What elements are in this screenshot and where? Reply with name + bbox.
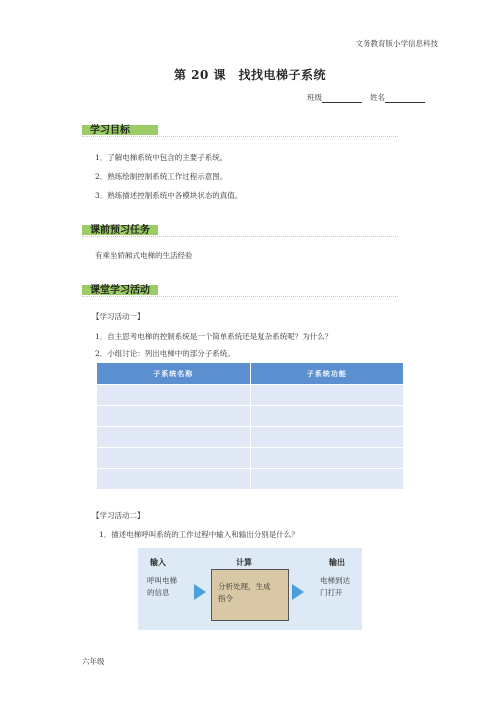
table-cell[interactable]: [250, 469, 404, 490]
section-heading: 学习目标: [90, 125, 130, 136]
section-divider: [82, 236, 398, 237]
subsystem-table: [96, 362, 404, 490]
table-row: [97, 427, 404, 448]
table-cell[interactable]: [97, 427, 251, 448]
calc-text: [218, 581, 271, 605]
goal-item: 1．了解电梯系统中包含的主要子系统。: [95, 153, 228, 162]
calc-heading: 计算: [236, 558, 252, 567]
input-line: 的信息: [147, 588, 170, 597]
table-row: [97, 469, 404, 490]
goal-item: 2．熟练绘制控制系统工作过程示意图。: [95, 172, 228, 181]
table-cell[interactable]: [97, 385, 251, 406]
question-item: 1．自主思考电梯的控制系统是一个简单系统还是复杂系统呢？为什么？: [95, 332, 333, 341]
table-row: [97, 448, 404, 469]
name-label: 姓名: [370, 93, 385, 102]
input-text: [147, 575, 177, 599]
table-cell[interactable]: [97, 469, 251, 490]
question-item: 2．小组讨论：列出电梯中的部分子系统。: [95, 349, 235, 358]
table-cell[interactable]: [250, 427, 404, 448]
activity-label: 【学习活动二】: [92, 511, 145, 520]
output-text: [320, 575, 350, 599]
output-line: 电梯到达: [320, 576, 350, 585]
table-header-row: [97, 363, 404, 385]
section-divider: [82, 136, 398, 137]
section-divider: [82, 296, 398, 297]
calc-box: [211, 569, 289, 621]
column-header: 子系统名称: [97, 363, 251, 385]
activity-label: 【学习活动一】: [92, 312, 145, 321]
class-label: 班级: [307, 93, 322, 102]
table-cell[interactable]: [250, 448, 404, 469]
name-blank: [385, 94, 425, 103]
grade-footer: 六年级: [82, 657, 105, 666]
column-header: 子系统功能: [250, 363, 404, 385]
output-heading: 输出: [329, 558, 345, 567]
calc-line: 分析处理，生成: [218, 582, 271, 591]
table-cell[interactable]: [97, 406, 251, 427]
calc-line: 指令: [218, 594, 233, 603]
table-row: [97, 406, 404, 427]
class-blank: [322, 94, 362, 103]
table-cell[interactable]: [97, 448, 251, 469]
output-line: 门打开: [320, 588, 343, 597]
preview-text: 有乘坐轿厢式电梯的生活经验: [95, 251, 193, 260]
goal-item: 3．熟练描述控制系统中各模块状态的真值。: [95, 191, 243, 200]
name-field: [307, 92, 425, 103]
table-row: [97, 385, 404, 406]
question-item: 1．描述电梯呼叫系统的工作过程中输入和输出分别是什么？: [99, 530, 299, 539]
table-cell[interactable]: [250, 385, 404, 406]
section-heading: 课前预习任务: [90, 225, 150, 236]
input-line: 呼叫电梯: [147, 576, 177, 585]
section-heading: 课堂学习活动: [90, 285, 150, 296]
arrow-right-icon: [194, 584, 206, 600]
table-cell[interactable]: [250, 406, 404, 427]
io-diagram: [138, 548, 362, 630]
page-title: 第 20 课 找找电梯子系统: [173, 68, 327, 82]
input-heading: 输入: [150, 558, 166, 567]
arrow-right-icon: [292, 584, 304, 600]
publisher-header: 文务教育版小学信息科技: [355, 39, 438, 48]
